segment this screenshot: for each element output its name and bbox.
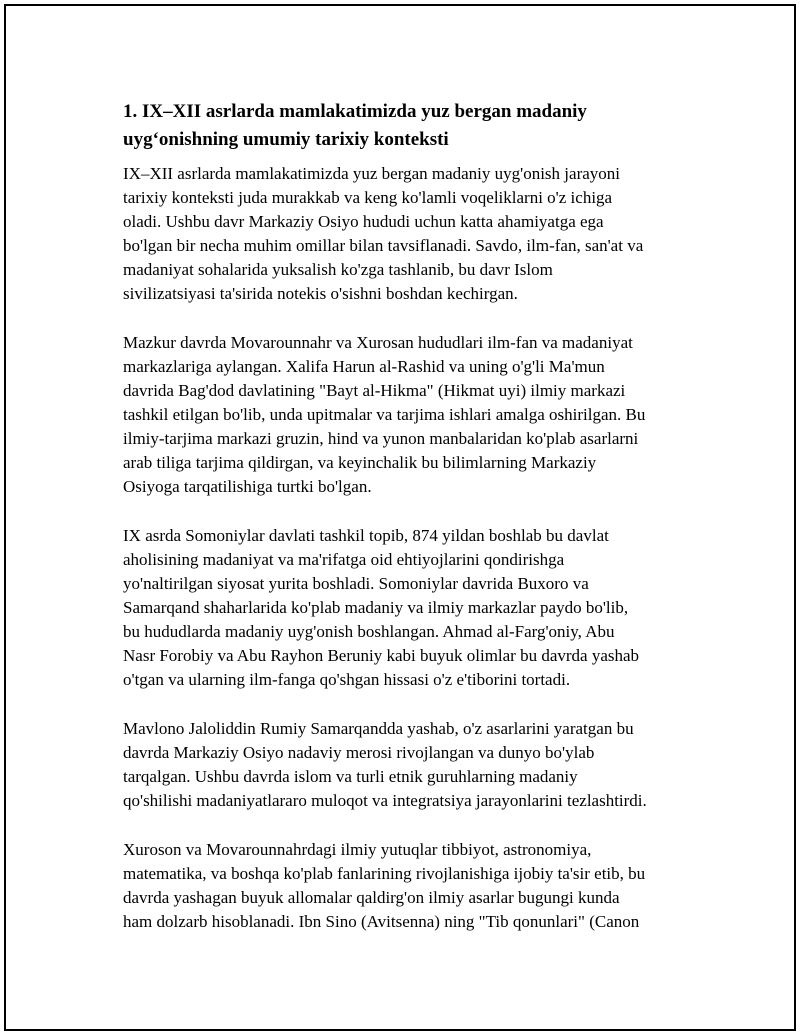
paragraph-3: IX asrda Somoniylar davlati tashkil topib, 874 yildan boshlab bu davlat aholisining madaniyat va ma'rifatga oid ehtiyojlarini qondirishga yo'naltirilgan siyosat yurita boshladi. Somoniylar davrida Buxoro va Samarqand shaharlarida ko'plab madaniy va ilmiy markazlar paydo bo'lib, bu hududlarda madaniy uyg'onish boshlangan. Ahmad al-Farg'oniy, Abu Nasr Forobiy va Abu Rayhon Beruniy kabi buyuk olimlar bu davrda yashab o'tgan va ularning ilm-fanga qo'shgan hissasi o'z e'tiborini tortadi.	[123, 526, 640, 689]
paragraph-1: IX–XII asrlarda mamlakatimizda yuz bergan madaniy uyg'onish jarayoni tarixiy konteksti juda murakkab va keng ko'lamli voqeliklarni o'z ichiga oladi. Ushbu davr Markaziy Osiyo hududi uchun katta ahamiyatga ega bo'lgan bir necha muhim omillar bilan tavsiflanadi. Savdo, ilm-fan, san'at va madaniyat sohalarida yuksalish ko'zga tashlanib, bu davr Islom sivilizatsiyasi ta'sirida notekis o'sishni boshdan kechirgan.	[123, 164, 644, 303]
document-body	[123, 98, 698, 959]
section-heading: 1. IX–XII asrlarda mamlakatimizda yuz bergan madaniy uyg‘onishning umumiy tarixiy konteksti	[123, 101, 587, 150]
paragraph-4: Mavlono Jaloliddin Rumiy Samarqandda yashab, o'z asarlarini yaratgan bu davrda Markaziy Osiyo nadaviy merosi rivojlangan va dunyo bo'ylab tarqalgan. Ushbu davrda islom va turli etnik guruhlarning madaniy qo'shilishi madaniyatlararo muloqot va integratsiya jarayonlarini tezlashtirdi.	[123, 719, 647, 810]
paragraph-5: Xuroson va Movarounnahrdagi ilmiy yutuqlar tibbiyot, astronomiya, matematika, va boshqa ko'plab fanlarining rivojlanishiga ijobiy ta'sir etib, bu davrda yashagan buyuk allomalar qaldirg'on ilmiy asarlar bugungi kunda ham dolzarb hisoblanadi. Ibn Sino (Avitsenna) ning "Tib qonunlari" (Canon	[123, 840, 646, 931]
page-frame	[4, 4, 796, 1031]
paragraph-2: Mazkur davrda Movarounnahr va Xurosan hududlari ilm-fan va madaniyat markazlariga aylangan. Xalifa Harun al-Rashid va uning o'g'li Ma'mun davrida Bag'dod davlatining "Bayt al-Hikma" (Hikmat uyi) ilmiy markazi tashkil etilgan bo'lib, unda upitmalar va tarjima ishlari amalga oshirilgan. Bu ilmiy-tarjima markazi gruzin, hind va yunon manbalaridan ko'plab asarlarni arab tiliga tarjima qildirgan, va keyinchalik bu bilimlarning Markaziy Osiyoga tarqatilishiga turtki bo'lgan.	[123, 333, 646, 496]
